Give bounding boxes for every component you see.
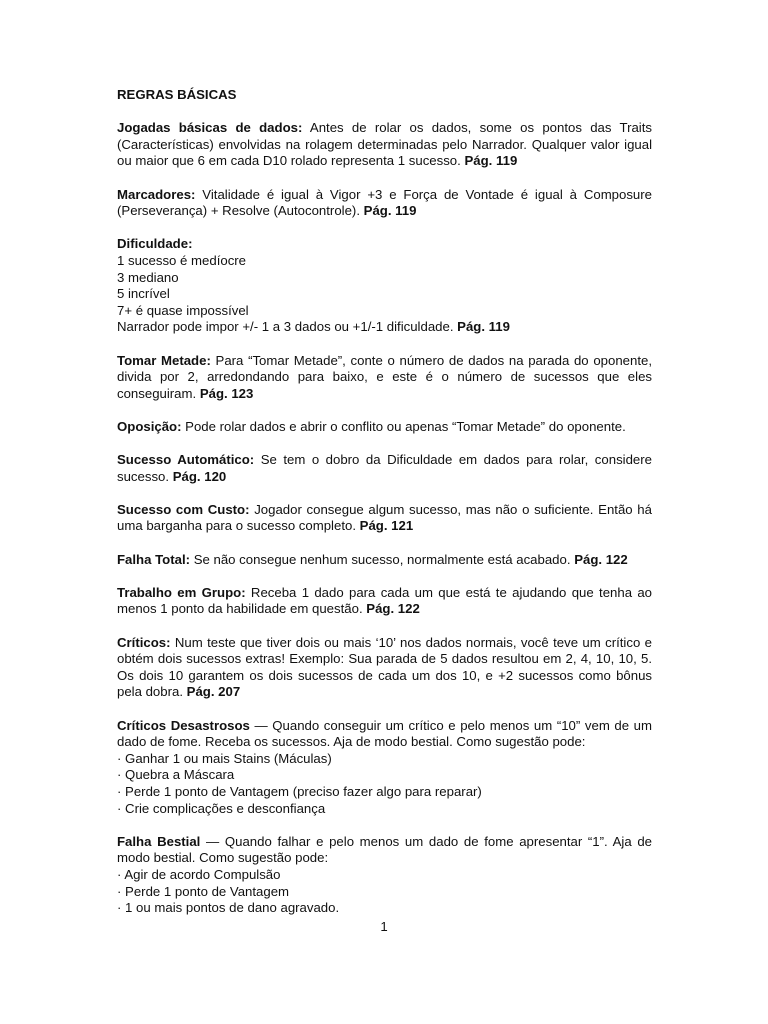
text-jogadas-basicas: Antes de rolar os dados, some os pontos das Traits (Características) envolvidas na rolagem determinadas pelo Narrador. Qualquer valor igual ou maior que 6 em cada D10 rolado representa 1 sucesso. [117,120,652,169]
list-item: · 1 ou mais pontos de dano agravado. [117,900,340,916]
term-falha-bestial: Falha Bestial [117,833,201,849]
term-falha-total: Falha Total: [117,551,191,567]
paragraph-jogadas-basicas [117,120,652,170]
text-criticos: Num teste que tiver dois ou mais ‘10’ nos dados normais, você teve um crítico e obtém dois sucessos extras! Exemplo: Sua parada de 5 dados resultou em 2, 4, 10, 10, 5. Os dois 10 garantem os dois sucessos de cada um dos 10, e +2 sucessos como bônus pela dobra. [117,634,652,700]
term-trabalho-em-grupo: Trabalho em Grupo: [117,584,246,600]
text-tomar-metade: Para “Tomar Metade”, conte o número de dados na parada do oponente, divida por 2, arredondando para baixo, e este é o número de sucessos que eles conseguiram. [117,352,652,401]
list-item: · Perde 1 ponto de Vantagem [117,883,290,899]
paragraph-trabalho-em-grupo [117,585,652,618]
paragraph-dificuldade [117,236,652,336]
page-ref-sucesso-automatico: Pág. 120 [172,468,227,484]
list-item: · Perde 1 ponto de Vantagem (preciso fazer algo para reparar) [117,783,482,799]
dificuldade-line-4: 7+ é quase impossível [117,302,249,318]
term-criticos-desastrosos: Críticos Desastrosos [117,717,250,733]
page-ref-dificuldade: Pág. 119 [457,319,510,335]
text-dificuldade-last: Narrador pode impor +/- 1 a 3 dados ou +1/-1 dificuldade. [117,319,458,335]
text-falha-bestial: — Quando falhar e pelo menos um dado de fome apresentar “1”. Aja de modo bestial. Como sugestão pode: [117,833,653,866]
term-dificuldade: Dificuldade: [117,236,193,252]
page-ref-tomar-metade: Pág. 123 [199,385,254,401]
dificuldade-line-5 [117,319,652,336]
page-ref-marcadores: Pág. 119 [363,203,417,219]
term-jogadas-basicas: Jogadas básicas de dados: [117,120,303,136]
falha-bestial-intro [117,834,652,867]
paragraph-oposicao [117,419,652,436]
page-ref-jogadas-basicas: Pág. 119 [464,153,518,169]
paragraph-criticos-desastrosos [117,718,652,818]
page-title: REGRAS BÁSICAS [117,87,237,102]
text-trabalho-em-grupo: Receba 1 dado para cada um que está te ajudando que tenha ao menos 1 ponto da habilidade em questão. [117,584,653,617]
text-marcadores: Vitalidade é igual à Vigor +3 e Força de Vontade é igual à Composure (Perseverança) + Resolve (Autocontrole). [117,186,652,219]
term-sucesso-com-custo: Sucesso com Custo: [117,501,250,517]
text-falha-total: Se não consegue nenhum sucesso, normalmente está acabado. [190,551,575,567]
list-item: · Ganhar 1 ou mais Stains (Máculas) [117,750,332,766]
paragraph-criticos [117,635,652,701]
paragraph-tomar-metade [117,353,652,403]
term-criticos: Críticos: [117,634,171,650]
criticos-desastrosos-intro [117,718,652,751]
term-sucesso-automatico: Sucesso Automático: [117,452,255,468]
term-oposicao: Oposição: [117,418,182,434]
list-item: · Crie complicações e desconfiança [117,800,326,816]
text-sucesso-automatico: Se tem o dobro da Dificuldade em dados para rolar, considere sucesso. [117,452,652,484]
dificuldade-line-3: 5 incrível [117,286,170,302]
paragraph-falha-total [117,552,652,569]
paragraph-falha-bestial [117,834,652,917]
page-ref-trabalho-em-grupo: Pág. 122 [366,601,420,617]
page-content [117,87,652,933]
dificuldade-line-2: 3 mediano [117,269,179,285]
list-item: · Quebra a Máscara [117,767,235,783]
term-tomar-metade: Tomar Metade: [117,352,211,368]
term-marcadores: Marcadores: [117,186,196,202]
paragraph-marcadores [117,187,652,220]
page-ref-sucesso-com-custo: Pág. 121 [359,518,414,534]
text-sucesso-com-custo: Jogador consegue algum sucesso, mas não o suficiente. Então há uma barganha para o sucesso completo. [117,501,652,534]
paragraph-sucesso-com-custo [117,502,652,535]
list-item: · Agir de acordo Compulsão [117,866,281,882]
text-criticos-desastrosos: — Quando conseguir um crítico e pelo menos um “10” vem de um dado de fome. Receba os sucessos. Aja de modo bestial. Como sugestão pode: [117,717,652,750]
text-oposicao: Pode rolar dados e abrir o conflito ou apenas “Tomar Metade” do oponente. [181,418,626,434]
page-ref-criticos: Pág. 207 [186,684,241,700]
page-number: 1 [380,919,388,934]
paragraph-sucesso-automatico [117,452,652,485]
dificuldade-line-1: 1 sucesso é medíocre [117,252,247,268]
page-ref-falha-total: Pág. 122 [574,551,628,567]
